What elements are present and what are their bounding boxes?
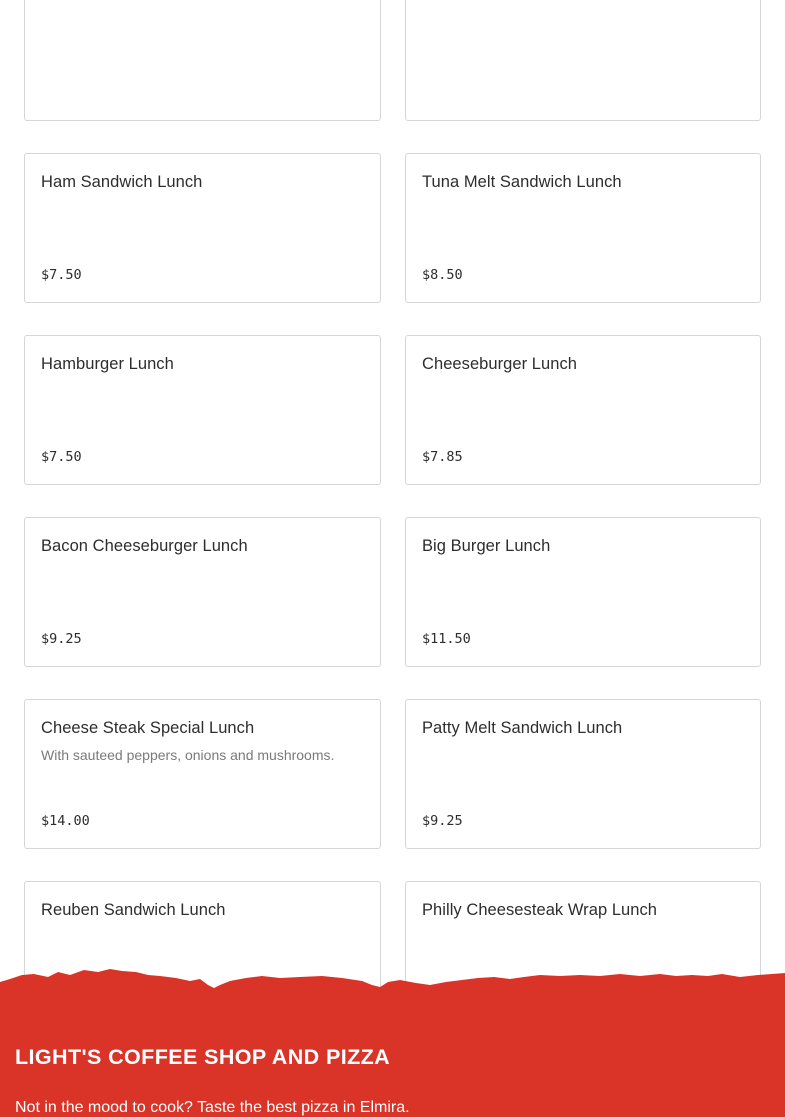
menu-item-name: Cheeseburger Lunch [422, 355, 578, 373]
menu-item-name: Tuna Melt Sandwich Lunch [422, 173, 622, 191]
menu-item-card[interactable] [405, 0, 761, 121]
menu-item-card[interactable] [24, 699, 381, 849]
menu-item-price: $7.85 [422, 449, 463, 465]
menu-item-card[interactable] [405, 153, 761, 303]
menu-item-name: Ham Sandwich Lunch [41, 173, 203, 191]
menu-item-price: $11.50 [422, 631, 471, 647]
menu-item-price: $9.25 [422, 813, 463, 829]
menu-item-card[interactable] [24, 335, 381, 485]
menu-item-card[interactable] [405, 335, 761, 485]
menu-item-name: Hamburger Lunch [41, 355, 174, 373]
menu-item-card[interactable] [405, 699, 761, 849]
menu-item-price: $9.25 [41, 631, 82, 647]
menu-item-price: $7.50 [41, 267, 82, 283]
menu-item-description: With sauteed peppers, onions and mushrooms. [41, 747, 335, 763]
menu-item-name: Philly Cheesesteak Wrap Lunch [422, 901, 658, 919]
menu-item-price: $8.50 [422, 267, 463, 283]
menu-item-card[interactable] [24, 0, 381, 121]
menu-item-name: Big Burger Lunch [422, 537, 551, 555]
footer-tagline: Not in the mood to cook? Taste the best pizza in Elmira. [15, 1099, 410, 1116]
menu-item-name: Bacon Cheeseburger Lunch [41, 537, 248, 555]
torn-edge-banner [0, 966, 785, 1117]
menu-item-name: Cheese Steak Special Lunch [41, 719, 255, 737]
menu-item-name: Reuben Sandwich Lunch [41, 901, 226, 919]
menu-grid [24, 0, 761, 1031]
menu-item-price: $7.50 [41, 449, 82, 465]
menu-item-card[interactable] [24, 153, 381, 303]
menu-item-card[interactable] [24, 517, 381, 667]
site-footer [0, 966, 785, 1117]
menu-item-name: Patty Melt Sandwich Lunch [422, 719, 623, 737]
menu-item-card[interactable] [405, 517, 761, 667]
menu-item-price: $14.00 [41, 813, 90, 829]
footer-background [0, 969, 785, 1117]
footer-title: LIGHT'S COFFEE SHOP AND PIZZA [15, 1045, 391, 1069]
